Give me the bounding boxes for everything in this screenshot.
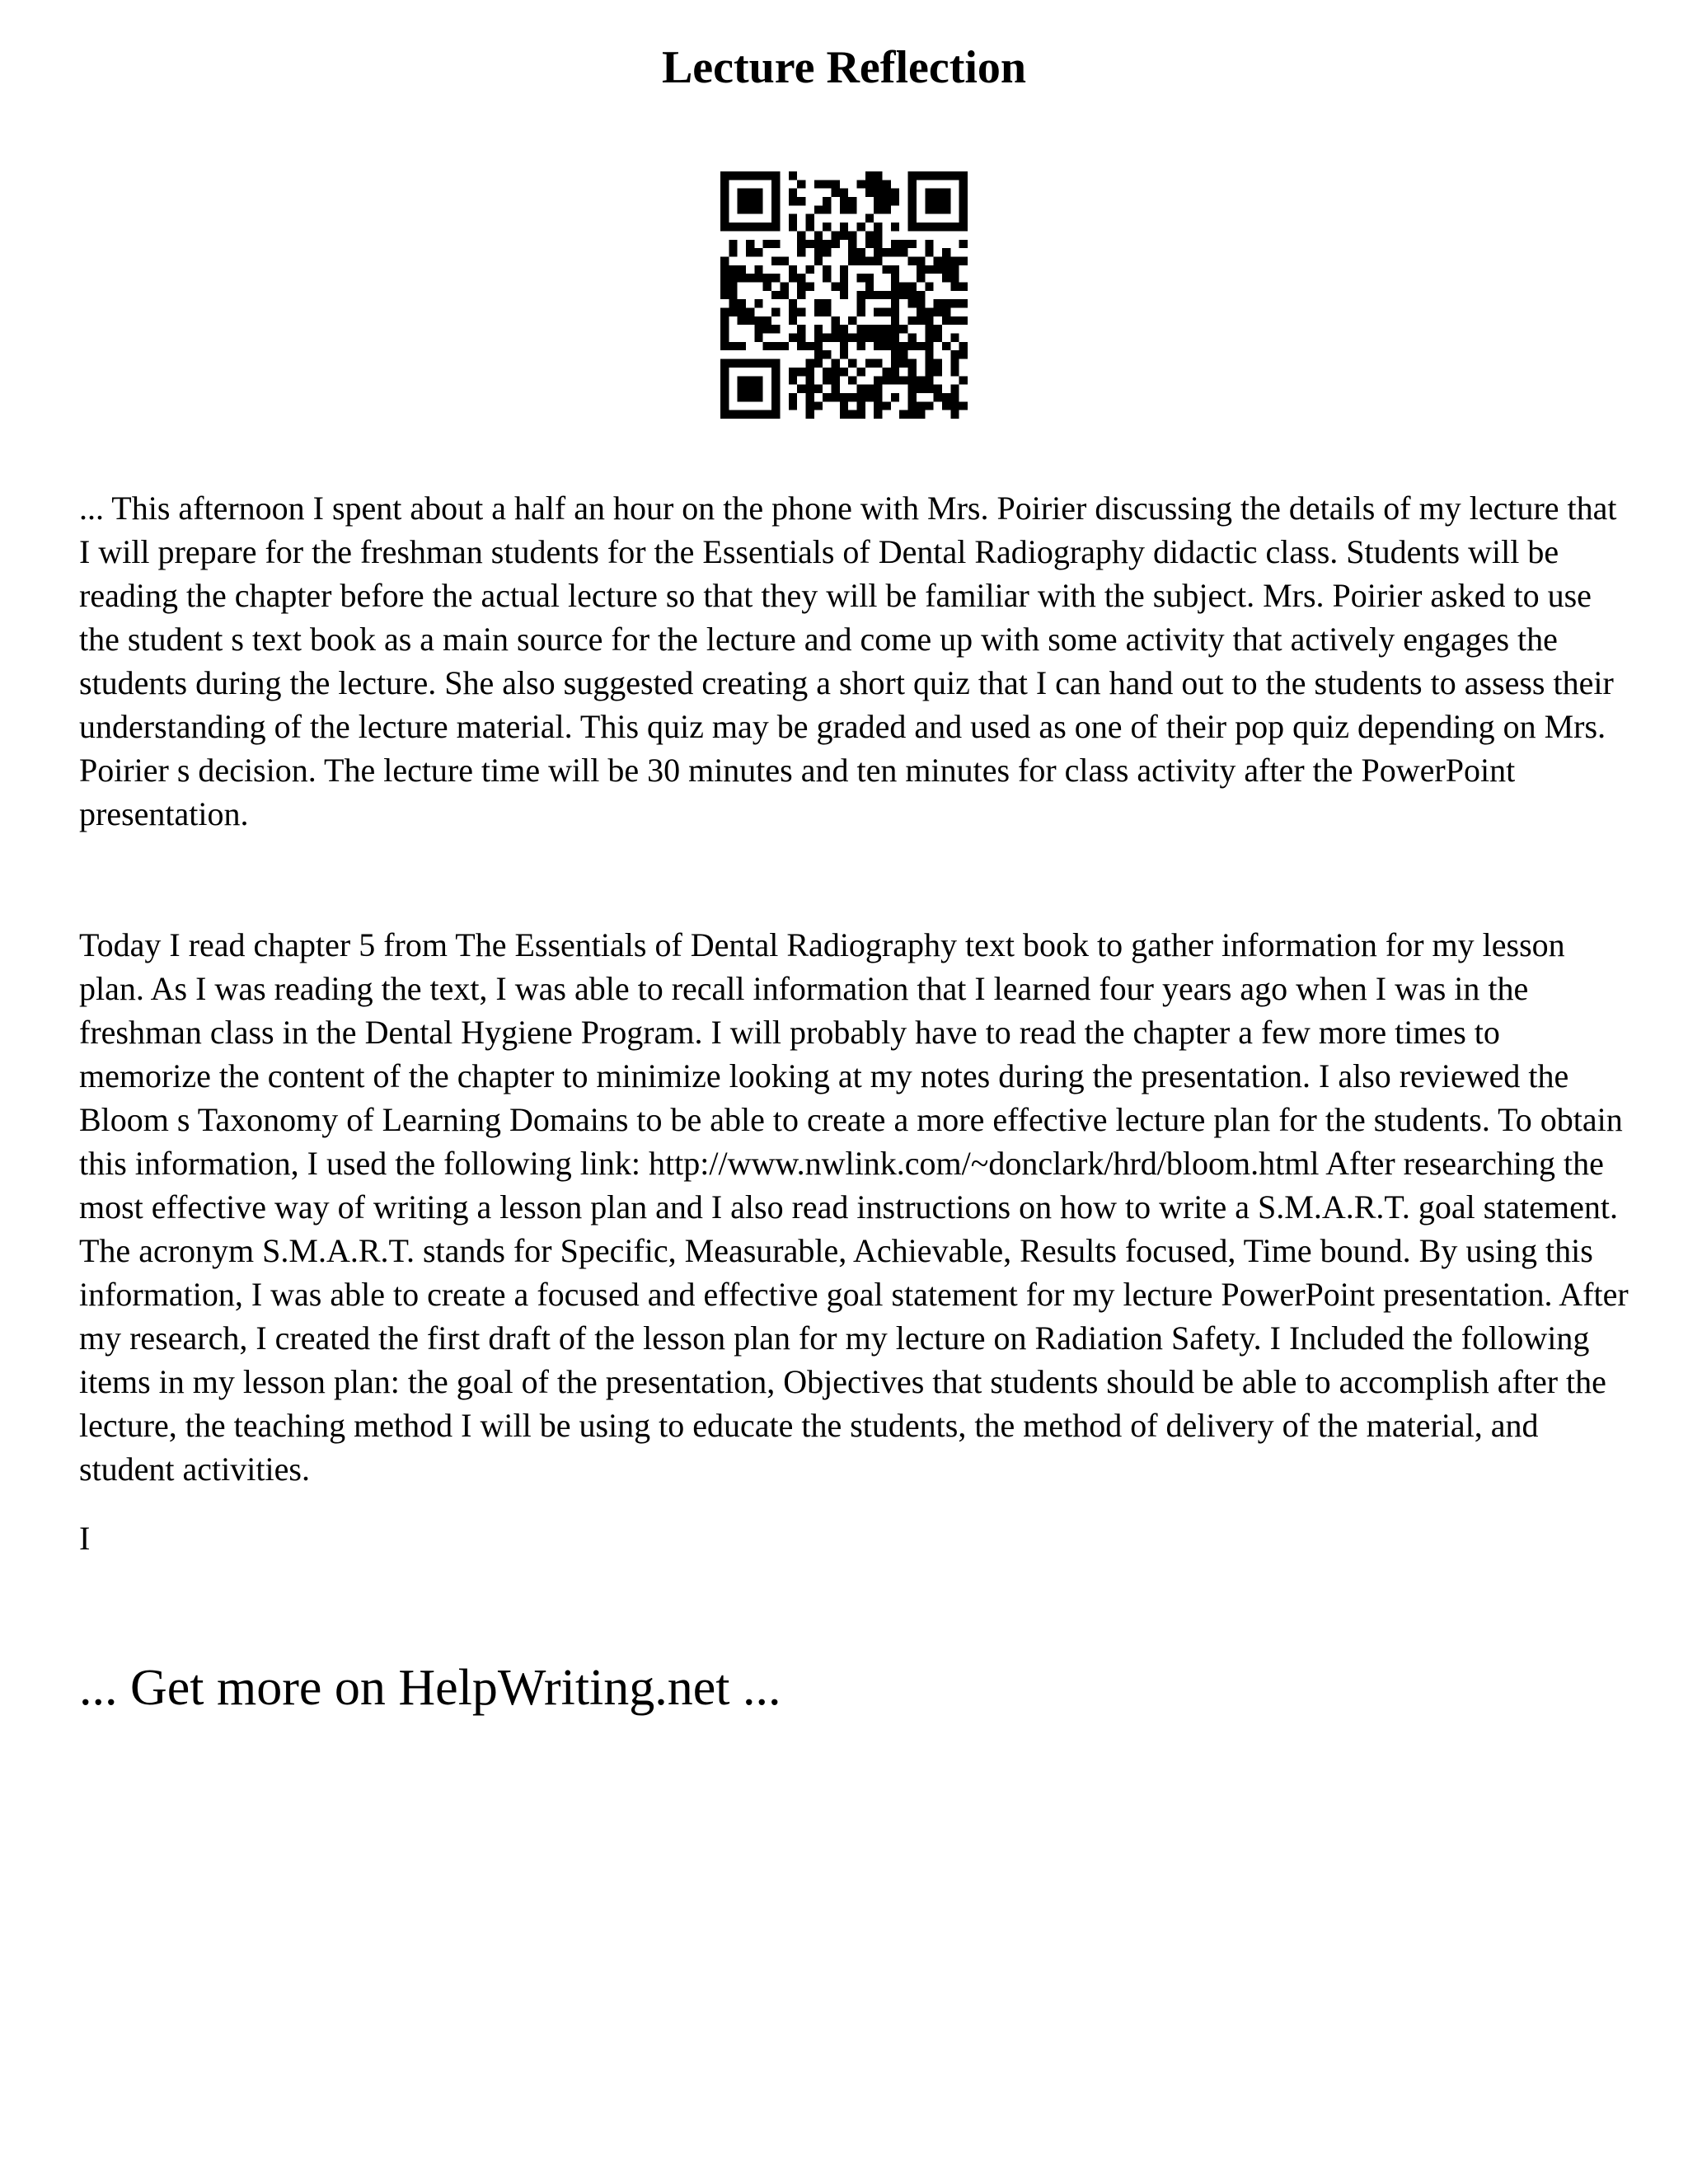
page-title: Lecture Reflection bbox=[661, 42, 1027, 93]
helpwriting-link[interactable]: ... Get more on HelpWriting.net ... bbox=[79, 1660, 781, 1716]
paragraph-1: ... This afternoon I spent about a half an hour on the phone with Mrs. Poirier discussing the details of my lecture that I will prepare for the freshman students for the Essentials of Dental Radiography didactic class. Students will be reading the chapter before the actual lecture so that they will be familiar with the subject. Mrs. Poirier asked to use the student s text book as a main source for the lecture and come up with some activity that actively engages the students during the lecture. She also suggested creating a short quiz that I can hand out to the students to assess their understanding of the lecture material. This quiz may be graded and used as one of their pop quiz depending on Mrs. Poirier s decision. The lecture time will be 30 minutes and ten minutes for class activity after the PowerPoint presentation. bbox=[79, 490, 1617, 832]
paragraph-2: Today I read chapter 5 from The Essentials of Dental Radiography text book to gather information for my lesson plan. As I was reading the text, I was able to recall information that I learned four years ago when I was in the freshman class in the Dental Hygiene Program. I will probably have to read the chapter a few more times to memorize the content of the chapter to minimize looking at my notes during the presentation. I also reviewed the Bloom s Taxonomy of Learning Domains to be able to create a more effective lecture plan for the students. To obtain this information, I used the following link: http://www.nwlink.com/~donclark/hrd/bloom.html After researching the most effective way of writing a lesson plan and I also read instructions on how to write a S.M.A.R.T. goal statement. The acronym S.M.A.R.T. stands for Specific, Measurable, Achievable, Results focused, Time bound. By using this information, I was able to create a focused and effective goal statement for my lecture PowerPoint presentation. After my research, I created the first draft of the lesson plan for my lecture on Radiation Safety. I Included the following items in my lesson plan: the goal of the presentation, Objectives that students should be able to accomplish after the lecture, the teaching method I will be using to educate the students, the method of delivery of the material, and student activities. bbox=[79, 926, 1629, 1488]
paragraph-3: I bbox=[79, 1520, 91, 1557]
qr-code-icon bbox=[720, 171, 968, 419]
